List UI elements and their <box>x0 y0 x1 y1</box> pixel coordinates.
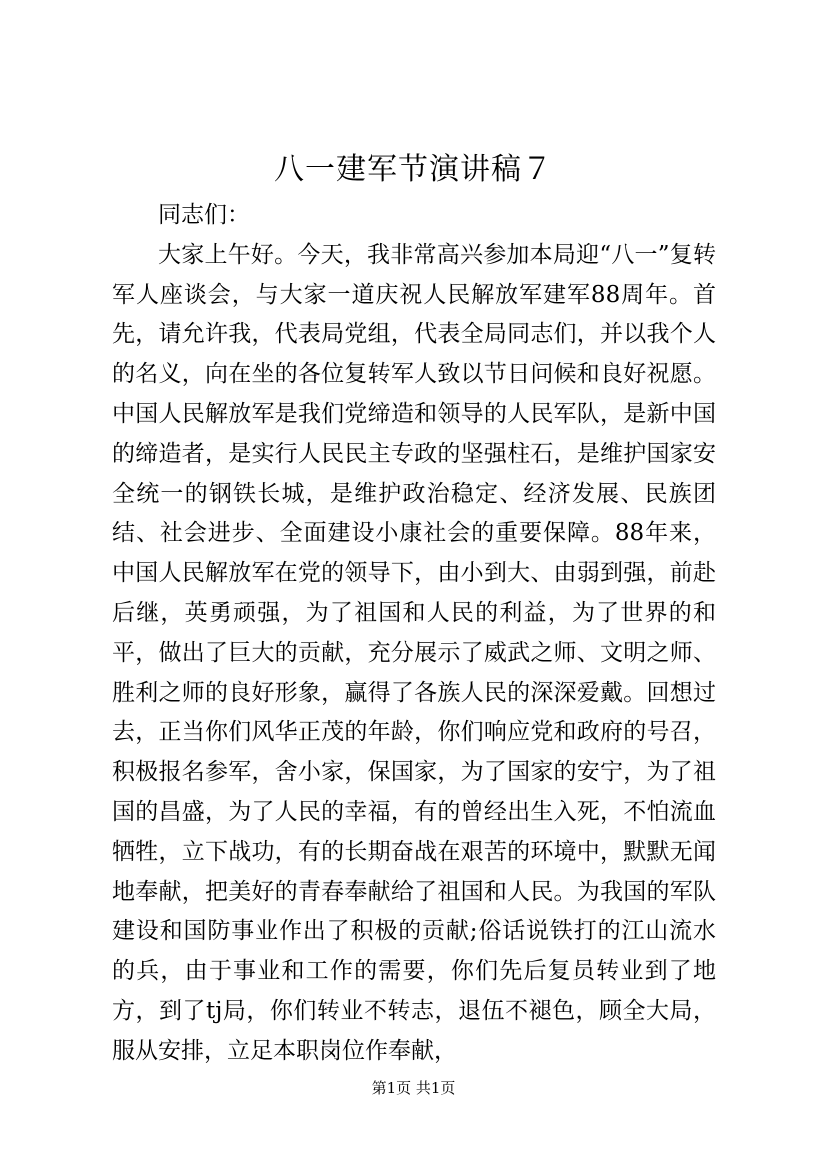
body-paragraph: 大家上午好。今天，我非常高兴参加本局迎“八一”复转军人座谈会，与大家一道庆祝人民解放军建军88周年。首先，请允许我，代表局党组，代表全局同志们，并以我个人的名义，向在坐的各位复转军人致以节日问候和良好祝愿。中国人民解放军是我们党缔造和领导的人民军队，是新中国的缔造者，是实行人民民主专政的坚强柱石，是维护国家安全统一的钢铁长城，是维护政治稳定、经济发展、民族团结、社会进步、全面建设小康社会的重要保障。88年来，中国人民解放军在党的领导下，由小到大、由弱到强，前赴后继，英勇顽强，为了祖国和人民的利益，为了世界的和平，做出了巨大的贡献，充分展示了威武之师、文明之师、胜利之师的良好形象，赢得了各族人民的深深爱戴。回想过去，正当你们风华正茂的年龄，你们响应党和政府的号召，积极报名参军，舍小家，保国家，为了国家的安宁，为了祖国的昌盛，为了人民的幸福，有的曾经出生入死，不怕流血牺牲，立下战功，有的长期奋战在艰苦的环境中，默默无闻地奉献，把美好的青春奉献给了祖国和人民。为我国的军队建设和国防事业作出了积极的贡献;俗话说铁打的江山流水的兵，由于事业和工作的需要，你们先后复员转业到了地方，到了tj局，你们转业不转志，退伍不褪色，顾全大局，服从安排，立足本职岗位作奉献， <box>112 241 716 1064</box>
document-body <box>112 196 716 1072</box>
page-footer: 第1页 共1页 <box>371 1079 456 1097</box>
salutation: 同志们： <box>158 202 250 228</box>
document-title: 八一建军节演讲稿７ <box>274 152 553 187</box>
